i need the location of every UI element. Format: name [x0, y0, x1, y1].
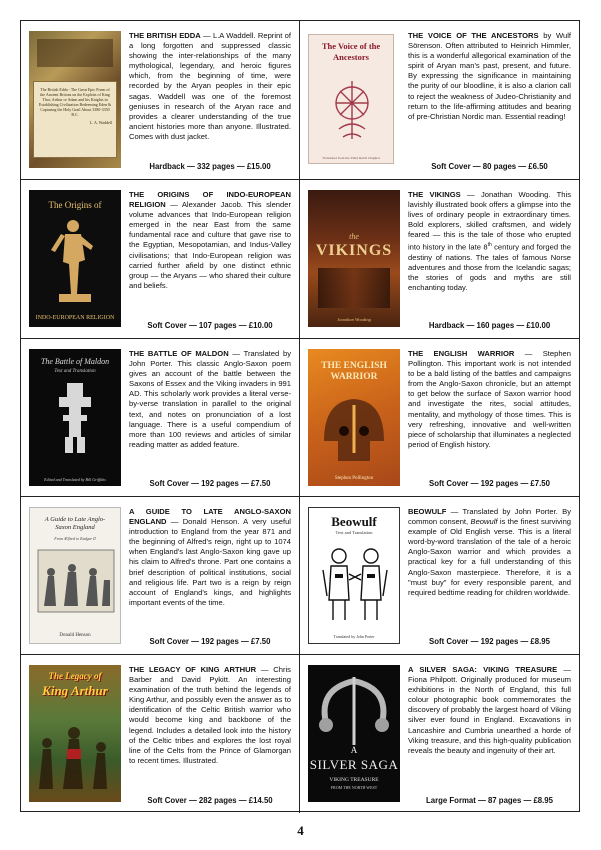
book-entry	[21, 339, 300, 497]
book-entry	[300, 339, 579, 497]
rune-emblem-icon	[309, 69, 394, 149]
book-price: Hardback — 332 pages — £15.00	[149, 162, 271, 171]
cover-title: King Arthur	[42, 683, 108, 698]
cover-subtitle: Text and Translation	[335, 530, 373, 535]
cover-title-top: The Legacy of	[48, 671, 102, 681]
emphasized-title: Beowulf	[470, 517, 498, 527]
book-description	[129, 31, 291, 149]
book-title: THE LEGACY OF KING ARTHUR	[129, 665, 257, 674]
cover-prefix: A	[350, 745, 358, 755]
cover-title: The Battle of Maldon	[40, 357, 110, 366]
cover-footer: Translated by John Porter	[333, 634, 375, 639]
book-blurb-continued: is the finest surviving example of Old English verse. This is a literal word-by-word translation of the tale of a heroic Anglo-Saxon warrior and which provides a practical key for a full understanding of this Anglo-Saxon masterpiece. Therefore, it is a "must buy" for every responsible parent, and required bedtime reading for children worldwide.	[408, 517, 571, 597]
book-title: A GUIDE TO LATE ANGLO-SAXON ENGLAND	[129, 507, 291, 527]
book-description	[408, 31, 571, 149]
brooch-icon	[308, 669, 400, 749]
book-blurb: by Wulf Sörenson. Often attributed to Heinrich Himmler, this is a wonderful allegorical examination of the spirit of Aryan man's past, present, and future. By expressing the significance in maintaining the purity of our bloodline, it is also a clarion call to reject the weakness of Judeo-Christianity and return to the life-affirming attitudes and bearing of pre-Christian Nordic man. Essential reading!	[408, 31, 571, 121]
statue-icon	[29, 212, 121, 307]
cover-text: The British Edda - The Great Epic Poem of the Ancient Britons on the Exploits of King Thor, Arthur or Adam and his Knights in Establishing Civilization Redeeming Eden & Capturing the Holy Grail About 3380-3350 B.C.	[38, 87, 112, 117]
book-cover	[29, 349, 121, 486]
book-cover	[29, 31, 121, 168]
cover-prefix: the	[349, 232, 359, 241]
book-price: Soft Cover — 192 pages — £7.50	[149, 479, 271, 488]
book-title: THE ORIGINS OF INDO-EUROPEAN RELIGION	[129, 190, 291, 210]
book-description	[408, 190, 571, 308]
book-price: Soft Cover — 282 pages — £14.50	[147, 796, 273, 805]
cover-footer: INDO-EUROPEAN RELIGION	[35, 315, 115, 321]
book-price: Hardback — 160 pages — £10.00	[428, 321, 551, 330]
book-title: THE VOICE OF THE ANCESTORS	[408, 31, 539, 40]
book-title: THE BATTLE OF MALDON	[129, 349, 229, 358]
book-cover	[308, 507, 400, 644]
book-cover	[308, 190, 400, 327]
book-title: A SILVER SAGA: VIKING TREASURE	[408, 665, 558, 674]
book-blurb: — Fiona Philpott. Originally produced for museum exhibitions in the North of England, this full colour photographic book commemorates the discovery of probably the largest hoard of Viking silver ever found in England. Excavations in Lancashire and Cumbria unearthed a horde of Viking treasure, and this high-quality publication reveals the beauty and ingenuity of their art.	[408, 665, 571, 755]
book-entry	[21, 655, 300, 813]
book-entry	[300, 21, 579, 180]
book-blurb: — Jonathan Wooding. This lavishly illustrated book offers a glimpse into the lives of ordinary people in extraordinary times. Bold explorers, skilled craftsmen, and widely feared — this is the tale of those who erupted into history in the late 8	[408, 190, 571, 252]
tapestry-icon	[30, 546, 121, 616]
book-description	[129, 349, 291, 467]
book-entry	[300, 497, 579, 655]
book-cover	[29, 190, 121, 327]
catalogue-grid	[20, 20, 580, 812]
book-price: Soft Cover — 107 pages — £10.00	[147, 321, 273, 330]
book-description	[129, 507, 291, 625]
helmet-icon	[29, 379, 121, 459]
book-entry	[21, 180, 300, 339]
book-price: Soft Cover — 192 pages — £8.95	[429, 637, 550, 646]
book-blurb: — Translated by John Porter. By common consent,	[408, 507, 571, 527]
book-cover	[29, 507, 121, 644]
book-cover	[308, 349, 400, 486]
cover-title: Beowulf	[331, 514, 377, 529]
book-description	[129, 665, 291, 783]
book-blurb: — Donald Henson. A very useful introduction to England from the year 871 and the beginning of Alfred's reign, right up to 1074 when England's last Anglo-Saxon king gave up his claim to Alfred's throne. Part one contains a brief description of political institutions, social and religious life. Part two is a reign by reign account of England's kings, and highlights important events of the time.	[129, 517, 291, 607]
warriors-icon	[309, 540, 400, 626]
book-title: THE VIKINGS	[408, 190, 461, 199]
cover-subtitle: Text and Translation	[54, 369, 96, 374]
book-description	[408, 507, 571, 625]
cover-subtitle: From Ælfred to Eadgar II	[54, 536, 96, 541]
book-entry	[300, 180, 579, 339]
book-description	[408, 665, 571, 783]
book-blurb: — Chris Barber and David Pykitt. An interesting examination of the truth behind the legends of King Arthur, and possibly even the answer as to identification of the Celtic British warrior who would become king and backbone of the legend. Includes a detailed look into the history of the Celtic tribes and explores the lost royal line of the Celts from the Prince of Glamorgan to recent times. Illustrated.	[129, 665, 291, 765]
cover-author: Donald Henson	[59, 633, 91, 638]
book-cover	[308, 665, 400, 802]
book-title: THE ENGLISH WARRIOR	[408, 349, 515, 358]
book-price: Large Format — 87 pages — £8.95	[426, 796, 553, 805]
cover-title: The Voice of the Ancestors	[321, 41, 381, 62]
cover-title: VIKINGS	[315, 242, 393, 259]
book-blurb: — Translated by John Porter. This classic Anglo-Saxon poem gives an account of the battle between the Saxons of Essex and the Viking invaders in 991 AD. This scholarly work provides a literal verse-by-verse translation in parallel to the original text, and notes on pronunciation of a lost language. There is a useful compendium of more than 100 reviews and articles of similar reading matter as added feature.	[129, 349, 291, 449]
book-cover	[29, 665, 121, 802]
cover-title: SILVER SAGA	[309, 757, 399, 772]
book-entry	[21, 21, 300, 180]
cover-footer: Edited and Translated by Bill Griffiths	[44, 477, 106, 482]
knights-icon	[29, 709, 121, 799]
cover-author: Stephen Pollington	[334, 476, 374, 481]
book-entry	[300, 655, 579, 813]
book-description	[408, 349, 571, 467]
book-entry	[21, 497, 300, 655]
book-title: BEOWULF	[408, 507, 447, 516]
book-blurb: — Stephen Pollington. This important work is not intended to be a bald listing of the battles and campaigns from the Anglo-Saxon chronicle, but an attempt to get below the surface of Saxon warrior hood and investigate the rites, social attitudes, mentality, and mythology of those times. This is very refreshing, innovative and well-written piece of scholarship that illuminates a neglected period of English history.	[408, 349, 571, 449]
superscript: th	[487, 242, 492, 249]
cover-title: A Guide to Late Anglo-Saxon England	[44, 516, 106, 531]
book-cover	[308, 34, 394, 164]
cover-footer: FROM THE NORTH WEST	[330, 785, 378, 790]
book-price: Soft Cover — 192 pages — £7.50	[429, 479, 550, 488]
book-blurb: — Alexander Jacob. This slender volume advances that Indo-European religion emerged in the near East from the same fundamental race and culture that gave rise to the Egyptian, Mesopotamian, and Indus-Valley civilisations; that Indo-European religion was carried further afield by one distinct ethnic group — the Aryans — who shared their culture and beliefs.	[129, 200, 291, 290]
book-description	[129, 190, 291, 308]
book-blurb-continued: century and forged the destiny of nations. The tales of famous Norse adventures and those from the Icelandic sagas; the stories of gods and myths are still enchanting today.	[408, 243, 571, 293]
cover-subtitle: VIKING TREASURE	[329, 777, 379, 783]
page-number: 4	[297, 823, 304, 838]
book-price: Soft Cover — 80 pages — £6.50	[431, 162, 548, 171]
cover-footer: Translated from the Third Reich Original	[322, 156, 380, 160]
book-title: THE BRITISH EDDA	[129, 31, 201, 40]
book-blurb: — L.A Waddell. Reprint of a long forgotten and suppressed classic showing the inter-relationships of the many mythological, legendary, and heroic figures which, from the beginning of time, were recorded by the Aryan peoples in their epic sagas. Waddell was one of the foremost geniuses in research of the Aryan race and provides a clearer understanding of the true ancient histories more than anyone. Illustrated. Comes with dust jacket.	[129, 31, 291, 141]
cover-title: The Origins of	[48, 200, 102, 210]
cover-title: THE ENGLISH WARRIOR	[321, 361, 387, 382]
cover-author: L. A. Waddell	[89, 120, 112, 125]
cover-author: Jonathan Wooding	[337, 317, 371, 322]
book-price: Soft Cover — 192 pages — £7.50	[149, 637, 271, 646]
warrior-helmet-icon	[308, 391, 400, 471]
